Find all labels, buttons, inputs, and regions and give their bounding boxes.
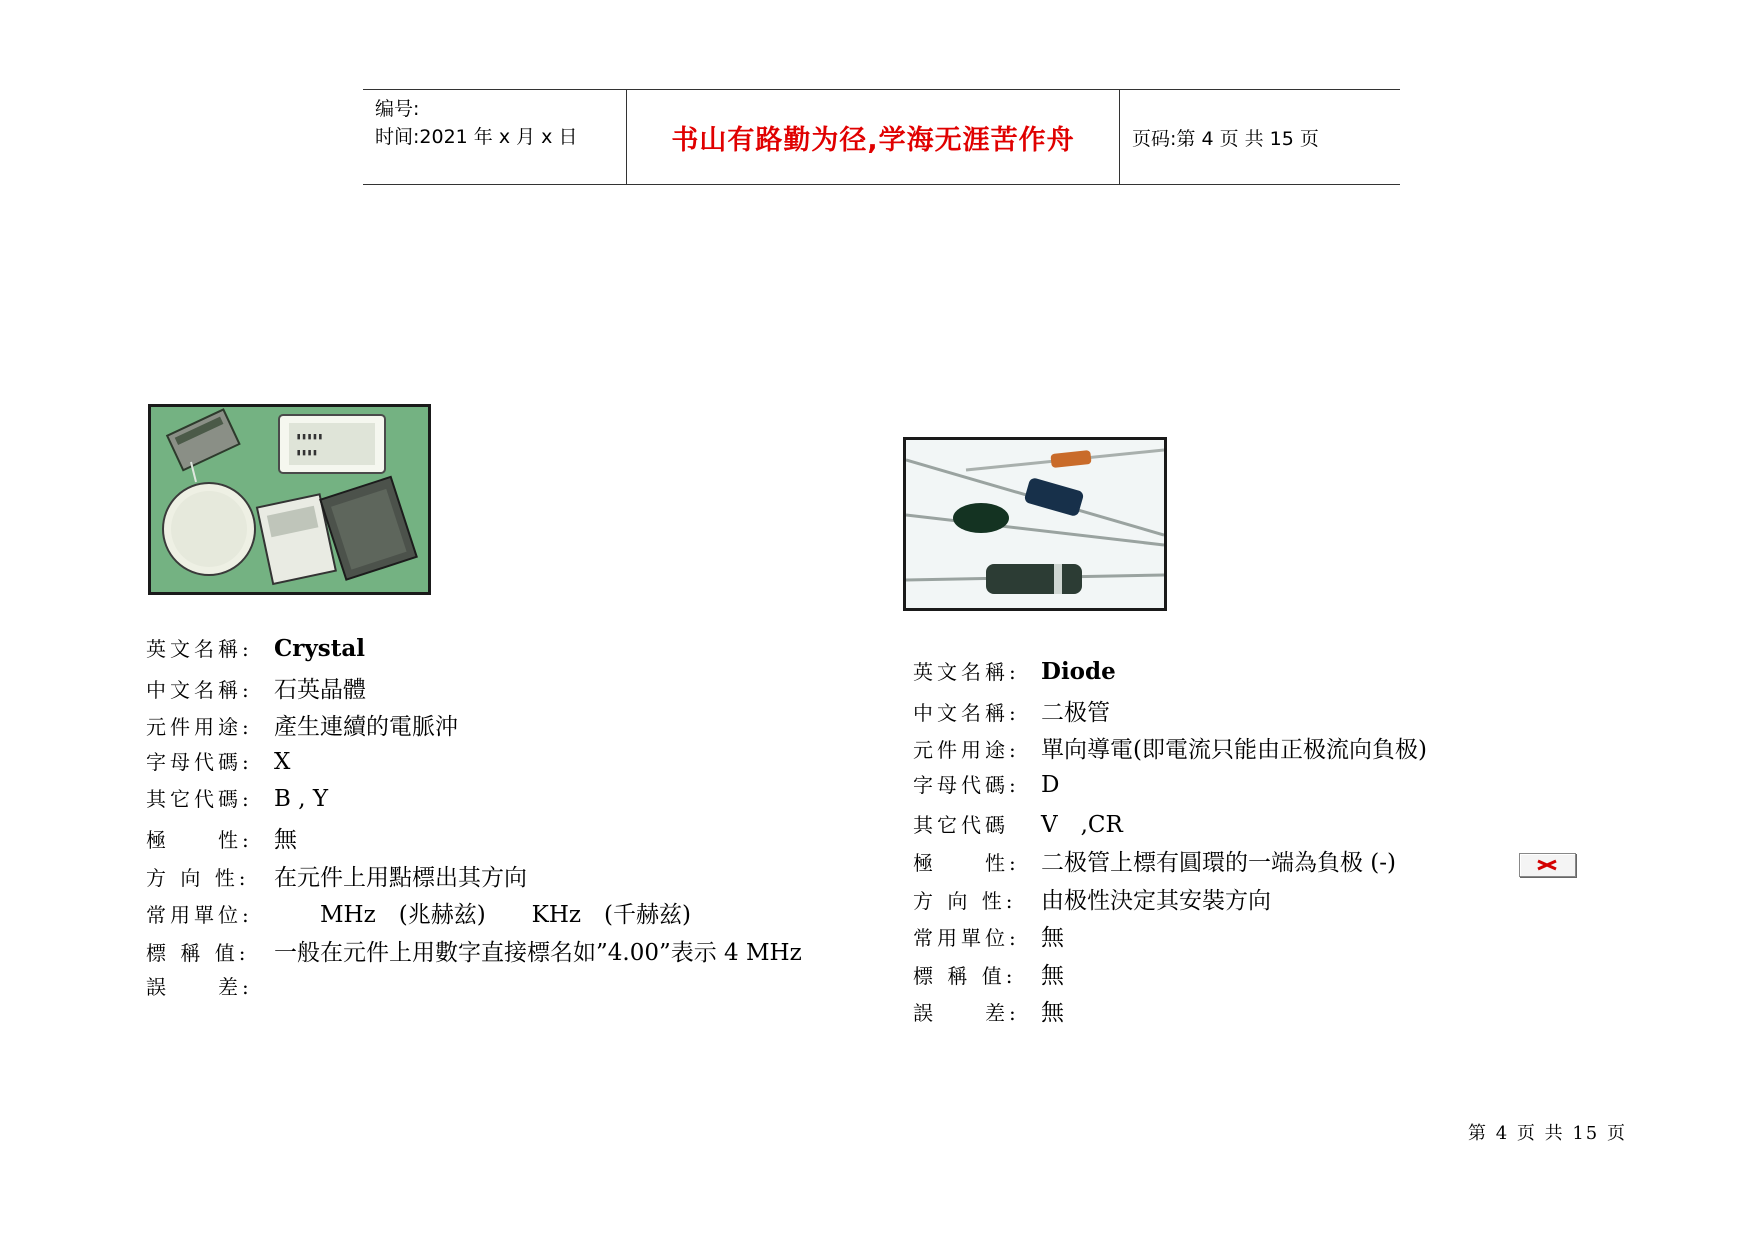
spec-label: 方 向 性:	[913, 888, 1017, 913]
spec-label: 其它代碼:	[146, 787, 253, 812]
page-header	[363, 89, 1400, 185]
spec-row-unit	[146, 896, 802, 934]
spec-value: Crystal	[274, 635, 366, 662]
spec-value: 無	[274, 826, 297, 853]
spec-row-letter-code	[913, 769, 1427, 807]
spec-value: 單向導電(即電流只能由正极流向負极)	[1041, 737, 1427, 764]
spec-label: 誤 差:	[146, 975, 253, 1000]
spec-value: Diode	[1041, 658, 1116, 685]
spec-value: 由极性決定其安裝方向	[1041, 887, 1271, 914]
spec-row-unit	[913, 919, 1427, 957]
spec-value: 產生連續的電脈沖	[274, 714, 458, 741]
motto: 书山有路勤为径,学海无涯苦作舟	[671, 124, 1075, 156]
spec-row-other-code	[146, 783, 802, 821]
crystal-spec	[146, 633, 802, 1009]
spec-label: 標 稱 值:	[913, 963, 1017, 988]
spec-row-english-name	[146, 633, 802, 671]
header-meta-cell	[363, 90, 627, 184]
spec-label: 元件用途:	[146, 715, 253, 740]
spec-row-letter-code	[146, 746, 802, 784]
spec-row-nominal-value	[913, 957, 1427, 995]
spec-label: 元件用途:	[913, 738, 1020, 763]
spec-row-tolerance	[146, 971, 802, 1009]
spec-row-chinese-name	[913, 694, 1427, 732]
broken-image-icon[interactable]	[1519, 853, 1576, 877]
spec-row-chinese-name	[146, 671, 802, 709]
spec-row-usage	[146, 708, 802, 746]
spec-value: V ,CR	[1041, 812, 1123, 839]
spec-row-nominal-value	[146, 934, 802, 972]
spec-row-polarity	[146, 821, 802, 859]
spec-row-direction	[146, 859, 802, 897]
spec-value: 無	[1041, 925, 1064, 952]
spec-row-tolerance	[913, 994, 1427, 1032]
spec-value: 二极管上標有圓環的一端為負极 (-)	[1041, 849, 1397, 876]
spec-label: 中文名稱:	[913, 700, 1020, 725]
spec-row-direction	[913, 882, 1427, 920]
spec-value: MHz (兆赫兹) KHz (千赫兹)	[274, 902, 691, 929]
spec-label: 英文名稱:	[146, 637, 253, 661]
spec-value: 在元件上用點標出其方向	[274, 864, 527, 891]
time-label: 时间:2021 年 x 月 x 日	[375, 126, 578, 148]
crystal-photo	[148, 404, 431, 595]
spec-label: 方 向 性:	[146, 865, 250, 890]
red-x-icon	[1520, 854, 1575, 876]
spec-value: X	[274, 748, 291, 775]
spec-label: 極 性:	[146, 827, 253, 852]
spec-label: 字母代碼:	[146, 749, 253, 774]
spec-label: 常用單位:	[146, 903, 253, 928]
spec-label: 極 性:	[913, 850, 1020, 875]
spec-row-polarity	[913, 844, 1427, 882]
spec-value: D	[1041, 771, 1060, 798]
page-info: 页码:第 4 页 共 15 页	[1132, 127, 1319, 150]
spec-label: 字母代碼:	[913, 772, 1020, 797]
spec-label: 英文名稱:	[913, 660, 1020, 684]
spec-label: 常用單位:	[913, 926, 1020, 951]
spec-value: 石英晶體	[274, 676, 366, 703]
spec-row-english-name	[913, 656, 1427, 694]
spec-value: B , Y	[274, 786, 329, 813]
svg-text:▮▮▮▮▮: ▮▮▮▮▮	[296, 432, 324, 442]
spec-value: 一般在元件上用數字直接標名如”4.00”表示 4 MHz	[274, 939, 802, 966]
crystal-illustration	[151, 407, 428, 592]
diode-photo	[903, 437, 1167, 611]
diode-illustration	[906, 440, 1164, 608]
spec-label: 誤 差:	[913, 1001, 1020, 1026]
diode-spec	[913, 656, 1427, 1032]
number-label: 编号:	[375, 98, 420, 120]
spec-label: 標 稱 值:	[146, 940, 250, 965]
spec-label: 中文名稱:	[146, 677, 253, 702]
page-footer: 第 4 页 共 15 页	[1468, 1123, 1627, 1144]
spec-label: 其它代碼	[913, 813, 1009, 838]
spec-value: 無	[1041, 962, 1064, 989]
spec-value: 無	[1041, 1000, 1064, 1027]
svg-text:▮▮▮▮: ▮▮▮▮	[296, 448, 318, 458]
spec-row-usage	[913, 731, 1427, 769]
header-page-cell	[1120, 90, 1400, 184]
spec-value: 二极管	[1041, 699, 1110, 726]
header-motto-cell	[627, 90, 1120, 184]
spec-row-other-code	[913, 806, 1427, 844]
